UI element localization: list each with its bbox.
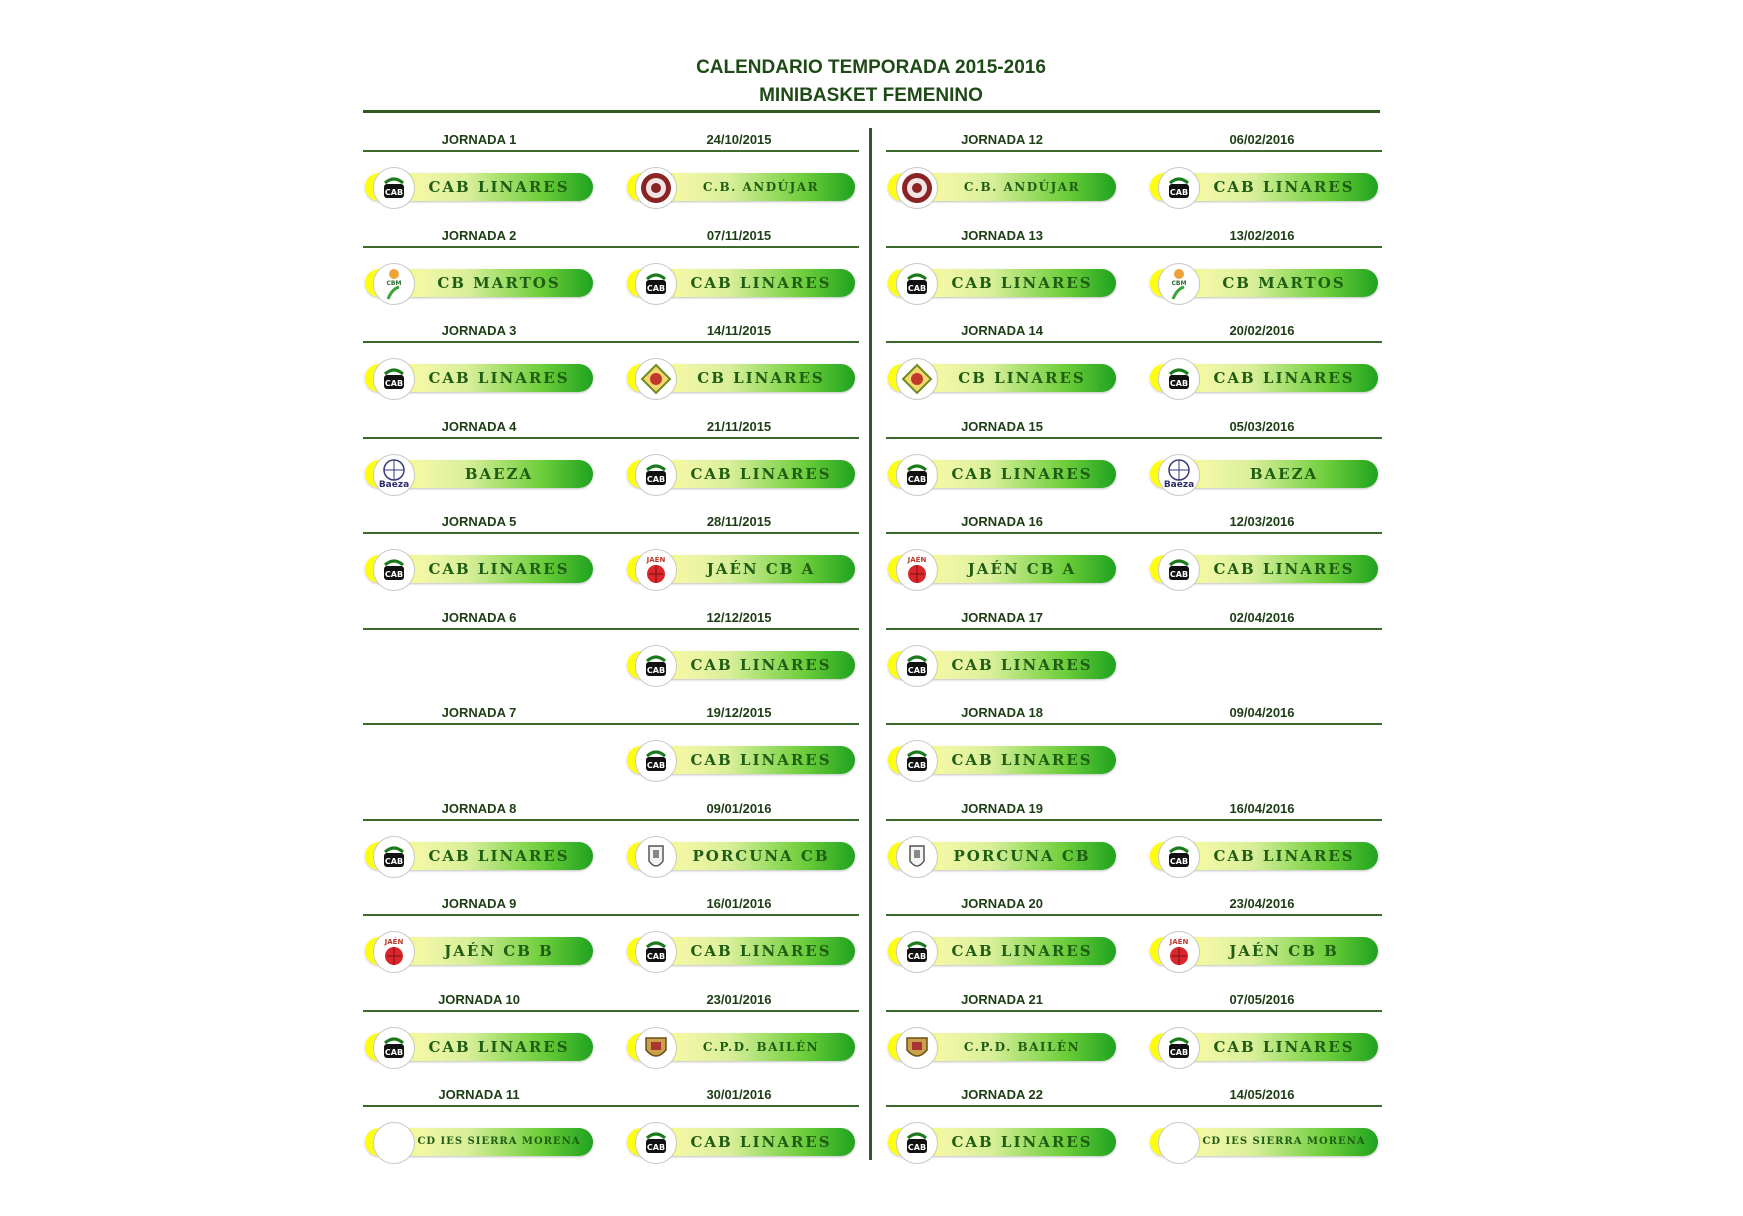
round-divider xyxy=(363,532,859,534)
svg-text:CAB: CAB xyxy=(907,1143,927,1152)
svg-text:CAB: CAB xyxy=(384,1047,404,1057)
round-header xyxy=(363,132,859,152)
title-divider xyxy=(363,110,1380,113)
svg-text:CAB: CAB xyxy=(1169,188,1189,197)
round-number: JORNADA 8 xyxy=(441,800,517,816)
home-team-name: CB MARTOS xyxy=(437,273,561,292)
away-team-badge xyxy=(627,173,855,201)
away-team-name: CAB LINARES xyxy=(690,942,832,960)
svg-text:CBM: CBM xyxy=(386,279,402,287)
round-header xyxy=(886,514,1382,534)
round-date: 14/11/2015 xyxy=(706,323,772,338)
home-team-badge xyxy=(888,364,1116,392)
svg-text:CAB: CAB xyxy=(646,665,666,675)
svg-text:CAB: CAB xyxy=(384,570,404,579)
home-team-name: CAB LINARES xyxy=(951,942,1093,960)
round-date: 12/03/2016 xyxy=(1229,514,1295,529)
round-divider xyxy=(363,341,859,343)
cb-martos-icon xyxy=(373,263,415,305)
svg-text:CAB: CAB xyxy=(907,952,927,961)
home-team-badge xyxy=(888,173,1116,201)
cab-linares-icon xyxy=(635,740,677,782)
home-team-name: CAB LINARES xyxy=(428,846,570,865)
cab-linares-icon xyxy=(896,740,938,782)
round-block xyxy=(363,892,859,988)
svg-text:CAB: CAB xyxy=(907,283,927,293)
svg-text:JAÉN: JAÉN xyxy=(384,938,404,946)
away-team-name: JAÉN CB A xyxy=(706,560,816,578)
away-team-name: PORCUNA CB xyxy=(692,846,830,865)
away-team-badge xyxy=(1150,364,1378,392)
cab-linares-icon xyxy=(896,454,938,496)
home-team-name: CAB LINARES xyxy=(428,369,570,387)
round-divider xyxy=(363,1010,859,1012)
away-team-badge xyxy=(627,842,855,870)
away-team-badge xyxy=(627,651,855,679)
round-header xyxy=(363,705,859,725)
round-number: JORNADA 3 xyxy=(441,323,517,338)
round-header xyxy=(886,323,1382,343)
round-header xyxy=(886,419,1382,439)
first-half-column xyxy=(363,128,859,1179)
home-team-name: BAEZA xyxy=(464,464,534,483)
round-block xyxy=(886,988,1382,1084)
round-block xyxy=(363,319,859,415)
cab-linares-icon xyxy=(1158,358,1200,400)
svg-text:CAB: CAB xyxy=(1169,570,1189,579)
home-team-badge xyxy=(888,651,1116,679)
home-team-name: C.P.D. BAILÉN xyxy=(963,1039,1081,1054)
cab-linares-icon xyxy=(635,645,677,687)
round-number: JORNADA 1 xyxy=(441,132,517,147)
home-team-badge xyxy=(365,1128,593,1156)
cab-linares-icon xyxy=(896,1122,938,1164)
svg-text:CAB: CAB xyxy=(384,379,404,388)
round-number: JORNADA 19 xyxy=(961,800,1043,816)
round-block xyxy=(886,128,1382,224)
away-team-name: CB LINARES xyxy=(697,369,825,387)
round-divider xyxy=(886,914,1382,916)
round-number: JORNADA 15 xyxy=(961,418,1043,434)
cab-linares-icon xyxy=(1158,1027,1200,1069)
svg-text:JAÉN: JAÉN xyxy=(1169,938,1189,946)
round-date: 13/02/2016 xyxy=(1229,227,1295,243)
round-header xyxy=(363,1087,859,1107)
round-block xyxy=(363,1083,859,1179)
home-team-badge xyxy=(365,173,593,201)
round-number: JORNADA 16 xyxy=(961,514,1043,529)
svg-text:CAB: CAB xyxy=(646,474,666,484)
svg-text:CAB: CAB xyxy=(907,761,927,770)
blank-icon xyxy=(373,1122,415,1164)
round-date: 07/11/2015 xyxy=(706,227,772,243)
home-team-name: JAÉN CB B xyxy=(444,942,554,960)
second-half-column xyxy=(886,128,1382,1179)
home-team-badge xyxy=(888,746,1116,774)
round-header xyxy=(886,610,1382,630)
round-block xyxy=(363,988,859,1084)
round-number: JORNADA 6 xyxy=(441,609,517,625)
round-date: 12/12/2015 xyxy=(706,609,772,625)
round-divider xyxy=(363,246,859,248)
round-date: 21/11/2015 xyxy=(706,418,772,434)
away-team-name: CAB LINARES xyxy=(690,464,832,483)
jaen-cb-icon xyxy=(896,549,938,591)
svg-text:JAÉN: JAÉN xyxy=(646,556,666,564)
away-team-badge xyxy=(627,746,855,774)
round-header xyxy=(363,896,859,916)
round-header xyxy=(363,801,859,821)
column-divider xyxy=(869,128,872,1160)
svg-text:CAB: CAB xyxy=(384,856,404,866)
round-header xyxy=(363,514,859,534)
cb-andujar-icon xyxy=(635,167,677,209)
round-number: JORNADA 20 xyxy=(961,896,1043,911)
round-block xyxy=(363,224,859,320)
title-line-1: CALENDARIO TEMPORADA 2015-2016 xyxy=(696,57,1046,78)
round-block xyxy=(886,224,1382,320)
home-team-name: CAB LINARES xyxy=(951,1133,1093,1151)
round-divider xyxy=(886,1010,1382,1012)
round-date: 16/01/2016 xyxy=(706,896,772,911)
cab-linares-icon xyxy=(635,1122,677,1164)
cb-linares-icon xyxy=(896,358,938,400)
round-block xyxy=(363,701,859,797)
blank-icon xyxy=(1158,1122,1200,1164)
away-team-name: CAB LINARES xyxy=(1213,178,1355,196)
round-header xyxy=(886,132,1382,152)
round-date: 09/04/2016 xyxy=(1229,705,1295,720)
away-team-badge xyxy=(627,364,855,392)
cab-linares-icon xyxy=(896,645,938,687)
cab-linares-icon xyxy=(635,931,677,973)
round-number: JORNADA 4 xyxy=(441,418,517,434)
round-number: JORNADA 10 xyxy=(438,991,520,1007)
round-date: 16/04/2016 xyxy=(1229,800,1295,816)
away-team-badge xyxy=(1150,937,1378,965)
svg-text:CAB: CAB xyxy=(646,952,666,961)
round-date: 09/01/2016 xyxy=(706,800,772,816)
round-header xyxy=(363,610,859,630)
home-team-name: CAB LINARES xyxy=(951,273,1093,292)
round-number: JORNADA 2 xyxy=(441,227,517,243)
baeza-icon xyxy=(1158,454,1200,496)
away-team-badge xyxy=(627,555,855,583)
cab-linares-icon xyxy=(373,549,415,591)
round-header xyxy=(886,705,1382,725)
home-team-badge xyxy=(365,842,593,870)
round-date: 23/01/2016 xyxy=(706,991,772,1007)
round-number: JORNADA 13 xyxy=(961,227,1043,243)
jaen-cb-icon xyxy=(1158,931,1200,973)
round-block xyxy=(886,701,1382,797)
round-divider xyxy=(886,819,1382,821)
round-number: JORNADA 18 xyxy=(961,705,1043,720)
round-number: JORNADA 11 xyxy=(438,1087,520,1102)
svg-text:CAB: CAB xyxy=(646,761,666,770)
round-date: 02/04/2016 xyxy=(1229,609,1295,625)
away-team-badge xyxy=(627,937,855,965)
round-header xyxy=(363,992,859,1012)
round-date: 23/04/2016 xyxy=(1229,896,1295,911)
svg-text:CAB: CAB xyxy=(646,1143,666,1152)
round-block xyxy=(886,510,1382,606)
away-team-badge xyxy=(627,269,855,297)
svg-text:CAB: CAB xyxy=(1169,1047,1189,1057)
home-team-badge xyxy=(365,1033,593,1061)
home-team-name: CAB LINARES xyxy=(428,560,570,578)
round-divider xyxy=(363,1105,859,1107)
round-date: 07/05/2016 xyxy=(1229,991,1295,1007)
round-date: 28/11/2015 xyxy=(706,514,772,529)
round-number: JORNADA 21 xyxy=(961,991,1043,1007)
round-date: 06/02/2016 xyxy=(1229,132,1295,147)
round-number: JORNADA 9 xyxy=(441,896,517,911)
away-team-name: CAB LINARES xyxy=(690,751,832,769)
away-team-badge xyxy=(1150,555,1378,583)
cab-linares-icon xyxy=(635,454,677,496)
round-number: JORNADA 22 xyxy=(961,1087,1043,1102)
round-divider xyxy=(886,437,1382,439)
round-divider xyxy=(363,723,859,725)
away-team-name: CAB LINARES xyxy=(1213,1037,1355,1056)
round-date: 24/10/2015 xyxy=(706,132,772,147)
svg-text:Baeza: Baeza xyxy=(1163,479,1195,490)
round-divider xyxy=(363,819,859,821)
cab-linares-icon xyxy=(373,1027,415,1069)
cpd-bailen-icon xyxy=(635,1027,677,1069)
porcuna-cb-icon xyxy=(896,836,938,878)
home-team-badge xyxy=(888,269,1116,297)
away-team-badge xyxy=(627,1128,855,1156)
cab-linares-icon xyxy=(896,263,938,305)
round-block xyxy=(886,1083,1382,1179)
cb-linares-icon xyxy=(635,358,677,400)
home-team-badge xyxy=(365,364,593,392)
home-team-badge xyxy=(365,269,593,297)
away-team-name: C.P.D. BAILÉN xyxy=(702,1039,820,1054)
home-team-badge xyxy=(888,460,1116,488)
round-header xyxy=(363,323,859,343)
svg-text:Baeza: Baeza xyxy=(378,479,410,490)
round-block xyxy=(363,128,859,224)
away-team-badge xyxy=(1150,460,1378,488)
home-team-badge xyxy=(888,937,1116,965)
round-divider xyxy=(886,723,1382,725)
cab-linares-icon xyxy=(373,167,415,209)
round-divider xyxy=(886,150,1382,152)
round-divider xyxy=(363,437,859,439)
svg-text:CAB: CAB xyxy=(384,188,404,197)
cab-linares-icon xyxy=(373,358,415,400)
jaen-cb-icon xyxy=(635,549,677,591)
round-divider xyxy=(886,628,1382,630)
away-team-badge xyxy=(1150,1128,1378,1156)
round-block xyxy=(886,797,1382,893)
cpd-bailen-icon xyxy=(896,1027,938,1069)
round-number: JORNADA 14 xyxy=(961,323,1043,338)
away-team-name: CAB LINARES xyxy=(690,1133,832,1151)
round-header xyxy=(886,1087,1382,1107)
round-date: 14/05/2016 xyxy=(1229,1087,1295,1102)
round-header xyxy=(886,896,1382,916)
round-block xyxy=(363,606,859,702)
round-number: JORNADA 17 xyxy=(961,609,1043,625)
round-block xyxy=(886,606,1382,702)
away-team-badge xyxy=(1150,842,1378,870)
round-block xyxy=(886,415,1382,511)
away-team-badge xyxy=(627,1033,855,1061)
home-team-name: CB LINARES xyxy=(958,369,1086,387)
round-number: JORNADA 7 xyxy=(441,705,517,720)
round-block xyxy=(886,319,1382,415)
round-date: 30/01/2016 xyxy=(706,1087,772,1102)
cab-linares-icon xyxy=(373,836,415,878)
round-block xyxy=(363,510,859,606)
svg-text:JAÉN: JAÉN xyxy=(907,556,927,564)
home-team-badge xyxy=(888,1033,1116,1061)
home-team-name: CD IES SIERRA MORENA xyxy=(417,1136,581,1147)
jaen-cb-icon xyxy=(373,931,415,973)
cab-linares-icon xyxy=(1158,836,1200,878)
home-team-name: CAB LINARES xyxy=(951,751,1093,769)
round-divider xyxy=(886,246,1382,248)
away-team-name: CAB LINARES xyxy=(1213,369,1355,387)
round-header xyxy=(886,228,1382,248)
round-block xyxy=(886,892,1382,988)
away-team-badge xyxy=(627,460,855,488)
title-line-2: MINIBASKET FEMENINO xyxy=(759,85,983,106)
round-divider xyxy=(363,628,859,630)
round-divider xyxy=(363,914,859,916)
home-team-badge xyxy=(888,842,1116,870)
home-team-name: CAB LINARES xyxy=(428,178,570,196)
home-team-name: C.B. ANDÚJAR xyxy=(963,180,1081,194)
round-number: JORNADA 5 xyxy=(441,514,517,529)
away-team-name: CAB LINARES xyxy=(1213,560,1355,578)
round-divider xyxy=(363,150,859,152)
away-team-badge xyxy=(1150,269,1378,297)
round-block xyxy=(363,797,859,893)
round-header xyxy=(886,801,1382,821)
home-team-name: PORCUNA CB xyxy=(953,846,1091,865)
cab-linares-icon xyxy=(896,931,938,973)
away-team-badge xyxy=(1150,173,1378,201)
page-title xyxy=(363,54,1379,110)
round-header xyxy=(363,419,859,439)
round-divider xyxy=(886,341,1382,343)
home-team-name: CAB LINARES xyxy=(951,655,1093,674)
away-team-name: CD IES SIERRA MORENA xyxy=(1202,1136,1366,1147)
home-team-badge xyxy=(888,1128,1116,1156)
porcuna-cb-icon xyxy=(635,836,677,878)
home-team-name: JAÉN CB A xyxy=(967,560,1077,578)
round-header xyxy=(886,992,1382,1012)
cab-linares-icon xyxy=(1158,549,1200,591)
away-team-name: BAEZA xyxy=(1249,464,1319,483)
svg-text:CAB: CAB xyxy=(907,665,927,675)
home-team-badge xyxy=(365,460,593,488)
svg-text:CAB: CAB xyxy=(907,474,927,484)
away-team-badge xyxy=(1150,1033,1378,1061)
away-team-name: CB MARTOS xyxy=(1222,273,1346,292)
round-date: 20/02/2016 xyxy=(1229,323,1295,338)
away-team-name: JAÉN CB B xyxy=(1229,942,1339,960)
svg-text:CAB: CAB xyxy=(1169,379,1189,388)
round-date: 05/03/2016 xyxy=(1229,418,1295,434)
cab-linares-icon xyxy=(1158,167,1200,209)
round-date: 19/12/2015 xyxy=(706,705,772,720)
baeza-icon xyxy=(373,454,415,496)
svg-text:CBM: CBM xyxy=(1171,279,1187,287)
round-divider xyxy=(886,1105,1382,1107)
away-team-name: CAB LINARES xyxy=(1213,846,1355,865)
round-block xyxy=(363,415,859,511)
home-team-badge xyxy=(365,937,593,965)
round-number: JORNADA 12 xyxy=(961,132,1043,147)
home-team-badge xyxy=(888,555,1116,583)
home-team-name: CAB LINARES xyxy=(428,1037,570,1056)
away-team-name: CAB LINARES xyxy=(690,273,832,292)
svg-text:CAB: CAB xyxy=(1169,856,1189,866)
home-team-badge xyxy=(365,555,593,583)
cb-martos-icon xyxy=(1158,263,1200,305)
cb-andujar-icon xyxy=(896,167,938,209)
away-team-name: CAB LINARES xyxy=(690,655,832,674)
cab-linares-icon xyxy=(635,263,677,305)
round-header xyxy=(363,228,859,248)
round-divider xyxy=(886,532,1382,534)
svg-text:CAB: CAB xyxy=(646,283,666,293)
away-team-name: C.B. ANDÚJAR xyxy=(702,180,820,194)
home-team-name: CAB LINARES xyxy=(951,464,1093,483)
